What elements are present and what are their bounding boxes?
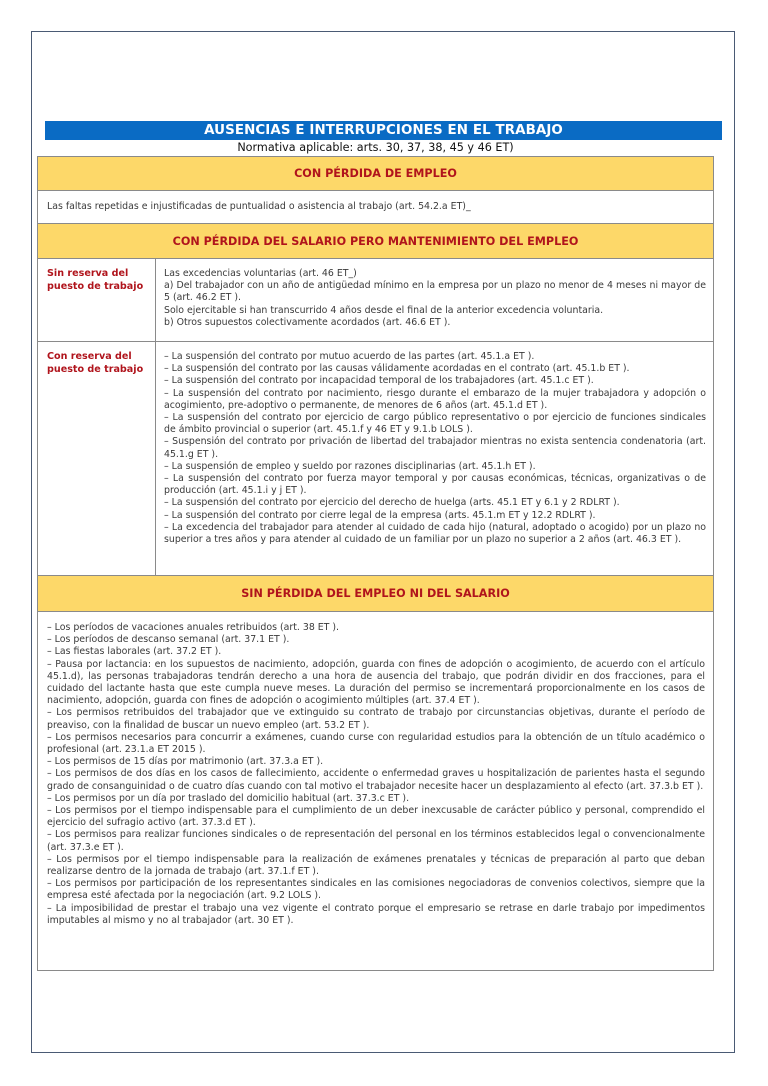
list-item: – La suspensión del contrato por ejercicio del derecho de huelga (arts. 45.1 ET y 6.1 y 2 RDLRT ). (164, 497, 620, 509)
section-row-sin-perdida (38, 576, 714, 612)
document-subtitle: Normativa aplicable: arts. 30, 37, 38, 45 y 46 ET) (237, 141, 514, 154)
list-item: – La imposibilidad de prestar el trabajo una vez vigente el contrato porque el empresario se retrase en darle trabajo por impedimentos imputables al mismo y no al trabajador (art. 30 ET ). (47, 902, 705, 926)
list-item: – La suspensión del contrato por nacimiento, riesgo durante el embarazo de la mujer trabajadora y adopción o acogimiento, pre-adoptivo o permanente, de menores de 6 años (art. 45.1.d ET ). (164, 387, 706, 411)
table-row (38, 191, 714, 224)
absences-table (37, 156, 714, 971)
list-item: – La suspensión del contrato por las causas válidamente acordadas en el contrato (art. 45.1.b ET ). (164, 363, 630, 375)
list-item: – Los períodos de vacaciones anuales retribuidos (art. 38 ET ). (47, 622, 340, 633)
list-item: – Los permisos por el tiempo indispensable para el cumplimiento de un deber inexcusable de carácter público y personal, comprendido el ejercicio del sufragio activo (art. 37.3.d ET ). (47, 805, 705, 829)
list-item: – Los permisos necesarios para concurrir a exámenes, cuando curse con regularidad estudios para la obtención de un título académico o profesional (art. 23.1.a ET 2015 ). (47, 731, 705, 756)
table-row-sin-reserva (38, 259, 714, 342)
list-item: b) Otros supuestos colectivamente acordados (art. 46.6 ET ). (164, 316, 451, 328)
list-item: – La suspensión de empleo y sueldo por razones disciplinarias (art. 45.1.h ET ). (164, 460, 536, 472)
list-item: – Pausa por lactancia: en los supuestos de nacimiento, adopción, guarda con fines de adopción o acogimiento, de acuerdo con el artículo 45.1.d), las personas trabajadoras tendrán derecho a una hora de ausencia del trabajo, que podrán dividir en dos fracciones, para el cuidado del lactante hasta que este cumpla nueve meses. La duración del permiso se incrementará proporcionalmente en los casos de nacimiento, adopción, guarda con fines de adopción o acogimiento múltiples (art. 37.4 ET ). (47, 658, 705, 707)
list-item: – Los permisos por el tiempo indispensable para la realización de exámenes prenatales y técnicas de preparación al parto que deban realizarse dentro de la jornada de trabajo (art. 37.1.f ET ). (47, 853, 705, 878)
list-item: – Los permisos de 15 días por matrimonio (art. 37.3.a ET ). (47, 756, 324, 768)
list-item: – La suspensión del contrato por mutuo acuerdo de las partes (art. 45.1.a ET ). (164, 351, 535, 362)
list-item: – La suspensión del contrato por cierre legal de la empresa (arts. 45.1.m ET y 12.2 RDLRT ). (164, 509, 596, 521)
section-row-con-perdida-salario (38, 224, 714, 259)
content-sin-perdida (38, 612, 714, 971)
list-item: – Los permisos de dos días en los casos de fallecimiento, accidente o enfermedad graves u hospitalización de parientes hasta el segundo grado de consanguinidad o de cuatro días cuando con tal motivo el trabajador necesite hacer un desplazamiento al efecto (art. 37.3.b ET ). (47, 768, 705, 792)
table-row-con-reserva (38, 342, 714, 576)
list-item: a) Del trabajador con un año de antigüedad mínimo en la empresa por un plazo no menor de 4 meses ni mayor de 5 (art. 46.2 ET ). (164, 280, 706, 304)
label-con-reserva: Con reserva del puesto de trabajo (38, 342, 156, 576)
section-heading-con-perdida-empleo: CON PÉRDIDA DE EMPLEO (38, 157, 714, 191)
section-row-con-perdida-empleo (38, 157, 714, 191)
list-item: – Los permisos por un día por traslado del domicilio habitual (art. 37.3.c ET ). (47, 792, 410, 804)
document-title: AUSENCIAS E INTERRUPCIONES EN EL TRABAJO (45, 121, 722, 140)
list-item: – Los permisos para realizar funciones sindicales o de representación del personal en los términos establecidos legal o convencionalmente (art. 37.3.e ET ). (47, 829, 705, 853)
list-item: – La excedencia del trabajador para atender al cuidado de cada hijo (natural, adoptado o acogido) por un plazo no superior a tres años y para atender al cuidado de un familiar por un plazo no superior a 2 años (art. 46.3 ET ). (164, 521, 706, 546)
content-con-reserva (156, 342, 714, 576)
list-item: Solo ejercitable si han transcurrido 4 años desde el final de la anterior excedencia voluntaria. (164, 304, 604, 316)
list-item: – Los períodos de descanso semanal (art. 37.1 ET ). (47, 634, 290, 646)
list-item: – La suspensión del contrato por fuerza mayor temporal y por causas económicas, técnicas, organizativas o de producción (art. 45.1.i y j ET ). (164, 473, 706, 497)
label-sin-reserva: Sin reserva del puesto de trabajo (38, 259, 156, 342)
list-item: – La suspensión del contrato por incapacidad temporal de los trabajadores (art. 45.1.c ET ). (164, 375, 594, 387)
list-item: – Suspensión del contrato por privación de libertad del trabajador mientras no exista sentencia condenatoria (art. 45.1.g ET ). (164, 436, 706, 460)
list-item: – Los permisos retribuidos del trabajador que ve extinguido su contrato de trabajo por circunstancias objetivas, durante el período de preaviso, con la finalidad de buscar un nuevo empleo (art. 53.2 ET ). (47, 707, 705, 731)
content-sin-reserva (156, 259, 714, 342)
section-heading-con-perdida-salario: CON PÉRDIDA DEL SALARIO PERO MANTENIMIENTO DEL EMPLEO (38, 224, 714, 259)
section-heading-sin-perdida: SIN PÉRDIDA DEL EMPLEO NI DEL SALARIO (38, 576, 714, 612)
list-item: – La suspensión del contrato por ejercicio de cargo público representativo o por ejercicio de funciones sindicales de ámbito provincial o superior (art. 45.1.f y 46 ET y 9.1.b LOLS ). (164, 412, 706, 436)
faltas-text: Las faltas repetidas e injustificadas de puntualidad o asistencia al trabajo (art. 54.2.a ET)_ (38, 191, 714, 224)
list-item: Las excedencias voluntarias (art. 46 ET_) (164, 268, 357, 279)
list-item: – Los permisos por participación de los representantes sindicales en las comisiones negociadoras de convenios colectivos, siempre que la empresa esté afectada por la negociación (art. 9.2 LOLS ). (47, 878, 705, 902)
list-item: – Las fiestas laborales (art. 37.2 ET ). (47, 646, 222, 658)
table-row-sin-perdida (38, 612, 714, 971)
